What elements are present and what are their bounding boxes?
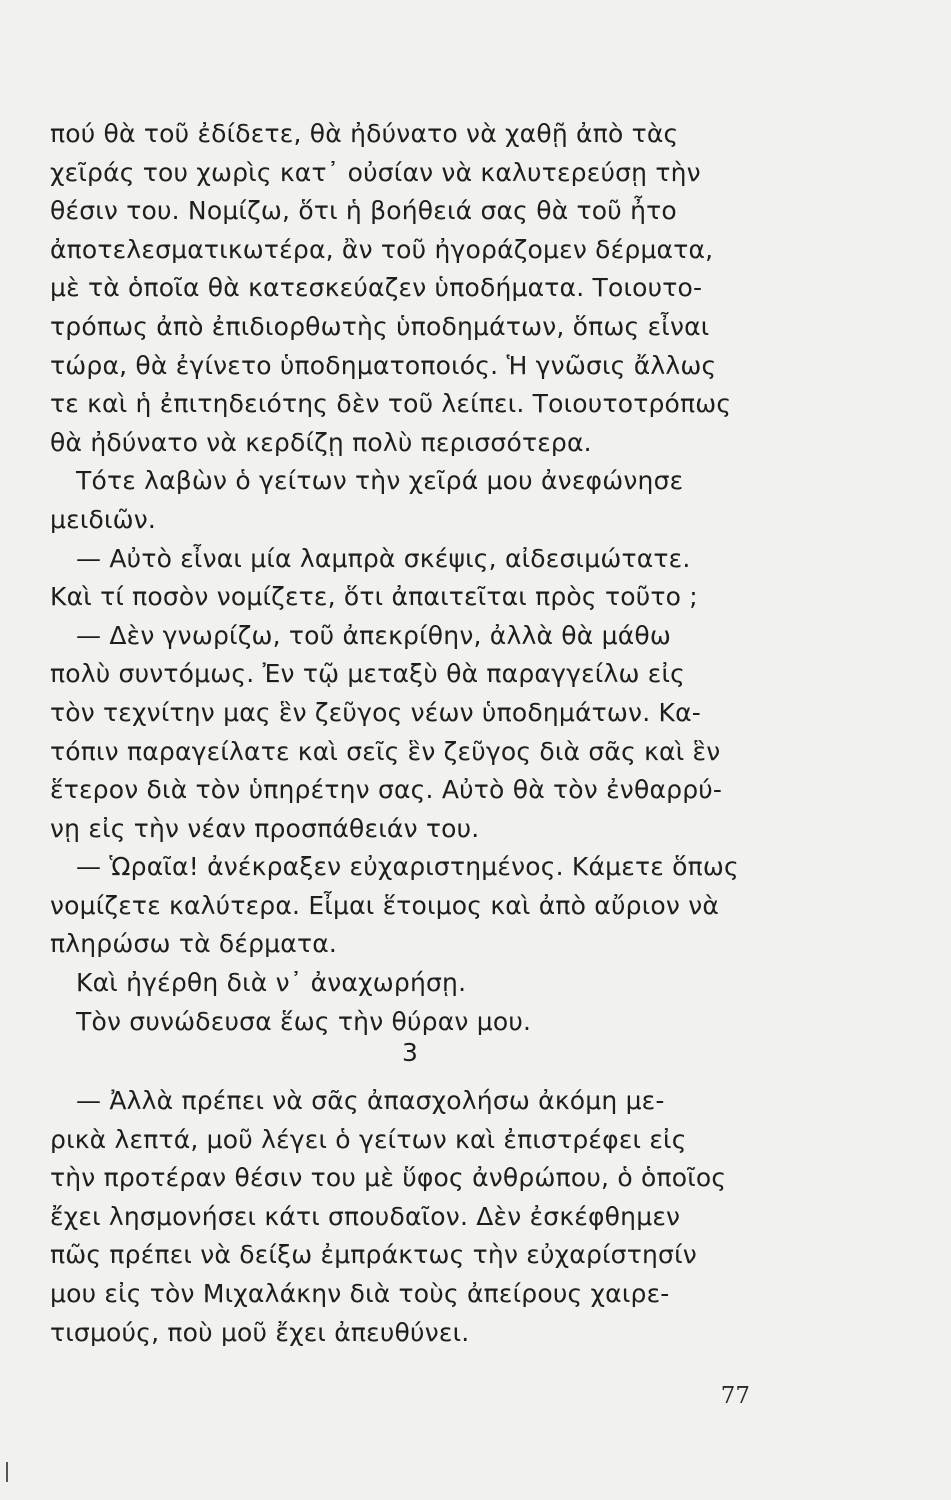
text-line: — Αὐτὸ εἶναι μία λαμπρὰ σκέψις, αἰδεσιμώτατε. [76,543,691,573]
text-line: τε καὶ ἡ ἐπιτηδειότης δὲν τοῦ λείπει. Τοιουτοτρόπως [50,389,732,419]
text-line: ρικὰ λεπτά, μοῦ λέγει ὁ γείτων καὶ ἐπιστρέφει εἰς [50,1124,687,1154]
text-line: τισμούς, ποὺ μοῦ ἔχει ἀπευθύνει. [50,1317,470,1347]
text-line: ἔχει λησμονήσει κάτι σπουδαῖον. Δὲν ἐσκέφθημεν [50,1201,681,1231]
text-line: Καὶ ἠγέρθη διὰ ν᾽ ἀναχωρήσῃ. [76,968,467,998]
text-line: τρόπως ἀπὸ ἐπιδιορθωτὴς ὑποδημάτων, ὅπως εἶναι [50,311,710,341]
text-line: νομίζετε καλύτερα. Εἶμαι ἕτοιμος καὶ ἀπὸ αὔριον νὰ [50,890,720,920]
body-text-lower [50,1082,784,1352]
page-number: 77 [720,1383,750,1409]
text-line: — Ἀλλὰ πρέπει νὰ σᾶς ἀπασχολήσω ἀκόμη με- [76,1086,665,1115]
text-line: — Δὲν γνωρίζω, τοῦ ἀπεκρίθην, ἀλλὰ θὰ μάθω [76,620,672,650]
text-line: νῃ εἰς τὴν νέαν προσπάθειάν του. [50,813,480,843]
text-line: Τότε λαβὼν ὁ γείτων τὴν χεῖρά μου ἀνεφώνησε [76,466,684,496]
section-number: 3 [402,1038,418,1067]
text-line: θέσιν του. Νομίζω, ὅτι ἡ βοήθειά σας θὰ τοῦ ἦτο [50,196,677,226]
text-line: πού θὰ τοῦ ἐδίδετε, θὰ ἠδύνατο νὰ χαθῇ ἀπὸ τὰς [50,119,679,148]
text-line: μειδιῶν. [50,504,157,534]
text-line: μὲ τὰ ὁποῖα θὰ κατεσκεύαζεν ὑποδήματα. Τοιουτο- [50,273,703,303]
body-text-upper [50,115,784,1041]
text-line: Τὸν συνώδευσα ἕως τὴν θύραν μου. [76,1006,532,1036]
text-line: θὰ ἠδύνατο νὰ κερδίζῃ πολὺ περισσότερα. [50,427,592,457]
text-line: Καὶ τί ποσὸν νομίζετε, ὅτι ἀπαιτεῖται πρὸς τοῦτο ; [50,582,698,612]
text-line: τὴν προτέραν θέσιν του μὲ ὕφος ἀνθρώπου, ὁ ὁποῖος [50,1163,727,1193]
text-line: τώρα, θὰ ἐγίνετο ὑποδηματοποιός. Ἡ γνῶσις ἄλλως [50,350,717,380]
text-line: ἕτερον διὰ τὸν ὑπηρέτην σας. Αὐτὸ θὰ τὸν ἐνθαρρύ- [50,775,723,805]
text-line: χεῖράς του χωρὶς κατ᾽ οὐσίαν νὰ καλυτερεύσῃ τὴν [50,157,701,187]
text-line: τὸν τεχνίτην μας ἓν ζεῦγος νέων ὑποδημάτων. Κα- [50,697,702,727]
text-line: ἀποτελεσματικωτέρα, ἂν τοῦ ἠγοράζομεν δέρματα, [50,234,714,264]
text-line: μου εἰς τὸν Μιχαλάκην διὰ τοὺς ἀπείρους χαιρε- [50,1278,670,1308]
text-line: πῶς πρέπει νὰ δείξω ἐμπράκτως τὴν εὐχαρίστησίν [50,1240,697,1270]
text-line: πληρώσω τὰ δέρματα. [50,929,338,959]
text-line: τόπιν παραγείλατε καὶ σεῖς ἓν ζεῦγος διὰ σᾶς καὶ ἓν [50,736,721,766]
margin-mark [6,1462,8,1482]
text-line: πολὺ συντόμως. Ἐν τῷ μεταξὺ θὰ παραγγείλω εἰς [50,659,685,689]
text-line: — Ὡραῖα! ἀνέκραξεν εὐχαριστημένος. Κάμετε ὅπως [76,852,739,882]
